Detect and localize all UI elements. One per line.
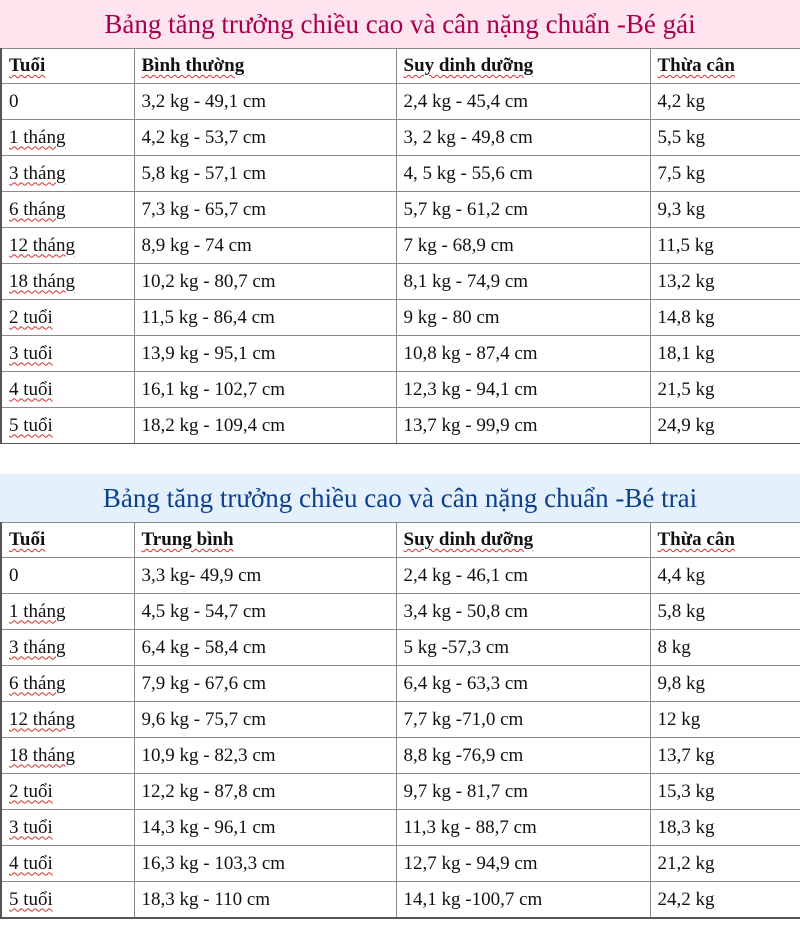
- table-row: [1, 594, 800, 630]
- normal-cell: 10,2 kg - 80,7 cm: [134, 264, 396, 300]
- normal-cell: 14,3 kg - 96,1 cm: [134, 810, 396, 846]
- table-row: [1, 228, 800, 264]
- normal-cell: 13,9 kg - 95,1 cm: [134, 336, 396, 372]
- boy-growth-section: [0, 474, 800, 919]
- overweight-cell: 14,8 kg: [650, 300, 800, 336]
- overweight-cell: 8 kg: [650, 630, 800, 666]
- table-row: [1, 264, 800, 300]
- normal-cell: 3,2 kg - 49,1 cm: [134, 84, 396, 120]
- normal-cell: 16,1 kg - 102,7 cm: [134, 372, 396, 408]
- boy-growth-table: [0, 522, 800, 919]
- age-cell: 0: [1, 558, 134, 594]
- malnourished-cell: 4, 5 kg - 55,6 cm: [396, 156, 650, 192]
- malnourished-cell: 9,7 kg - 81,7 cm: [396, 774, 650, 810]
- table-row: [1, 408, 800, 445]
- age-cell: 2 tuổi: [1, 774, 134, 810]
- age-cell: 4 tuổi: [1, 846, 134, 882]
- malnourished-cell: 11,3 kg - 88,7 cm: [396, 810, 650, 846]
- normal-cell: 9,6 kg - 75,7 cm: [134, 702, 396, 738]
- overweight-cell: 18,1 kg: [650, 336, 800, 372]
- malnourished-cell: 8,8 kg -76,9 cm: [396, 738, 650, 774]
- normal-cell: 7,9 kg - 67,6 cm: [134, 666, 396, 702]
- header-age: Tuổi: [1, 49, 134, 84]
- age-cell: 5 tuổi: [1, 882, 134, 919]
- girl-table-title: Bảng tăng trưởng chiều cao và cân nặng chuẩn -Bé gái: [0, 0, 800, 48]
- normal-cell: 4,5 kg - 54,7 cm: [134, 594, 396, 630]
- header-overweight: Thừa cân: [650, 523, 800, 558]
- age-cell: 18 tháng: [1, 738, 134, 774]
- age-cell: 6 tháng: [1, 666, 134, 702]
- age-cell: 3 tháng: [1, 156, 134, 192]
- overweight-cell: 21,2 kg: [650, 846, 800, 882]
- overweight-cell: 4,4 kg: [650, 558, 800, 594]
- table-row: [1, 846, 800, 882]
- age-cell: 2 tuổi: [1, 300, 134, 336]
- table-row: [1, 702, 800, 738]
- header-average: Trung bình: [134, 523, 396, 558]
- normal-cell: 18,2 kg - 109,4 cm: [134, 408, 396, 445]
- malnourished-cell: 7 kg - 68,9 cm: [396, 228, 650, 264]
- table-row: [1, 882, 800, 919]
- table-row: [1, 192, 800, 228]
- age-cell: 18 tháng: [1, 264, 134, 300]
- table-row: [1, 630, 800, 666]
- overweight-cell: 15,3 kg: [650, 774, 800, 810]
- section-divider: [0, 444, 800, 474]
- age-cell: 0: [1, 84, 134, 120]
- malnourished-cell: 2,4 kg - 46,1 cm: [396, 558, 650, 594]
- age-cell: 12 tháng: [1, 702, 134, 738]
- malnourished-cell: 3, 2 kg - 49,8 cm: [396, 120, 650, 156]
- age-cell: 3 tuổi: [1, 336, 134, 372]
- overweight-cell: 24,2 kg: [650, 882, 800, 919]
- malnourished-cell: 12,3 kg - 94,1 cm: [396, 372, 650, 408]
- table-row: [1, 738, 800, 774]
- girl-growth-section: [0, 0, 800, 445]
- table-row: [1, 156, 800, 192]
- age-cell: 1 tháng: [1, 120, 134, 156]
- malnourished-cell: 9 kg - 80 cm: [396, 300, 650, 336]
- table-row: [1, 666, 800, 702]
- table-row: [1, 120, 800, 156]
- age-cell: 1 tháng: [1, 594, 134, 630]
- table-row: [1, 774, 800, 810]
- overweight-cell: 24,9 kg: [650, 408, 800, 445]
- normal-cell: 16,3 kg - 103,3 cm: [134, 846, 396, 882]
- age-cell: 12 tháng: [1, 228, 134, 264]
- overweight-cell: 11,5 kg: [650, 228, 800, 264]
- boy-table-title: Bảng tăng trưởng chiều cao và cân nặng chuẩn -Bé trai: [0, 474, 800, 522]
- overweight-cell: 12 kg: [650, 702, 800, 738]
- malnourished-cell: 7,7 kg -71,0 cm: [396, 702, 650, 738]
- overweight-cell: 5,5 kg: [650, 120, 800, 156]
- table-row: [1, 810, 800, 846]
- overweight-cell: 9,8 kg: [650, 666, 800, 702]
- malnourished-cell: 12,7 kg - 94,9 cm: [396, 846, 650, 882]
- overweight-cell: 13,2 kg: [650, 264, 800, 300]
- table-header-row: [1, 523, 800, 558]
- age-cell: 3 tháng: [1, 630, 134, 666]
- overweight-cell: 9,3 kg: [650, 192, 800, 228]
- malnourished-cell: 5 kg -57,3 cm: [396, 630, 650, 666]
- table-header-row: [1, 49, 800, 84]
- overweight-cell: 7,5 kg: [650, 156, 800, 192]
- age-cell: 4 tuổi: [1, 372, 134, 408]
- malnourished-cell: 8,1 kg - 74,9 cm: [396, 264, 650, 300]
- overweight-cell: 5,8 kg: [650, 594, 800, 630]
- malnourished-cell: 2,4 kg - 45,4 cm: [396, 84, 650, 120]
- malnourished-cell: 5,7 kg - 61,2 cm: [396, 192, 650, 228]
- normal-cell: 10,9 kg - 82,3 cm: [134, 738, 396, 774]
- malnourished-cell: 6,4 kg - 63,3 cm: [396, 666, 650, 702]
- malnourished-cell: 3,4 kg - 50,8 cm: [396, 594, 650, 630]
- normal-cell: 3,3 kg- 49,9 cm: [134, 558, 396, 594]
- normal-cell: 6,4 kg - 58,4 cm: [134, 630, 396, 666]
- girl-growth-table: [0, 48, 800, 445]
- table-row: [1, 84, 800, 120]
- overweight-cell: 13,7 kg: [650, 738, 800, 774]
- header-age: Tuổi: [1, 523, 134, 558]
- normal-cell: 12,2 kg - 87,8 cm: [134, 774, 396, 810]
- normal-cell: 7,3 kg - 65,7 cm: [134, 192, 396, 228]
- overweight-cell: 4,2 kg: [650, 84, 800, 120]
- malnourished-cell: 14,1 kg -100,7 cm: [396, 882, 650, 919]
- table-row: [1, 558, 800, 594]
- header-normal: Bình thường: [134, 49, 396, 84]
- overweight-cell: 21,5 kg: [650, 372, 800, 408]
- age-cell: 5 tuổi: [1, 408, 134, 445]
- normal-cell: 5,8 kg - 57,1 cm: [134, 156, 396, 192]
- normal-cell: 18,3 kg - 110 cm: [134, 882, 396, 919]
- malnourished-cell: 10,8 kg - 87,4 cm: [396, 336, 650, 372]
- table-row: [1, 372, 800, 408]
- normal-cell: 11,5 kg - 86,4 cm: [134, 300, 396, 336]
- overweight-cell: 18,3 kg: [650, 810, 800, 846]
- header-malnourished: Suy dinh dưỡng: [396, 523, 650, 558]
- header-overweight: Thừa cân: [650, 49, 800, 84]
- age-cell: 6 tháng: [1, 192, 134, 228]
- table-row: [1, 336, 800, 372]
- header-malnourished: Suy dinh dưỡng: [396, 49, 650, 84]
- malnourished-cell: 13,7 kg - 99,9 cm: [396, 408, 650, 445]
- normal-cell: 4,2 kg - 53,7 cm: [134, 120, 396, 156]
- normal-cell: 8,9 kg - 74 cm: [134, 228, 396, 264]
- table-row: [1, 300, 800, 336]
- age-cell: 3 tuổi: [1, 810, 134, 846]
